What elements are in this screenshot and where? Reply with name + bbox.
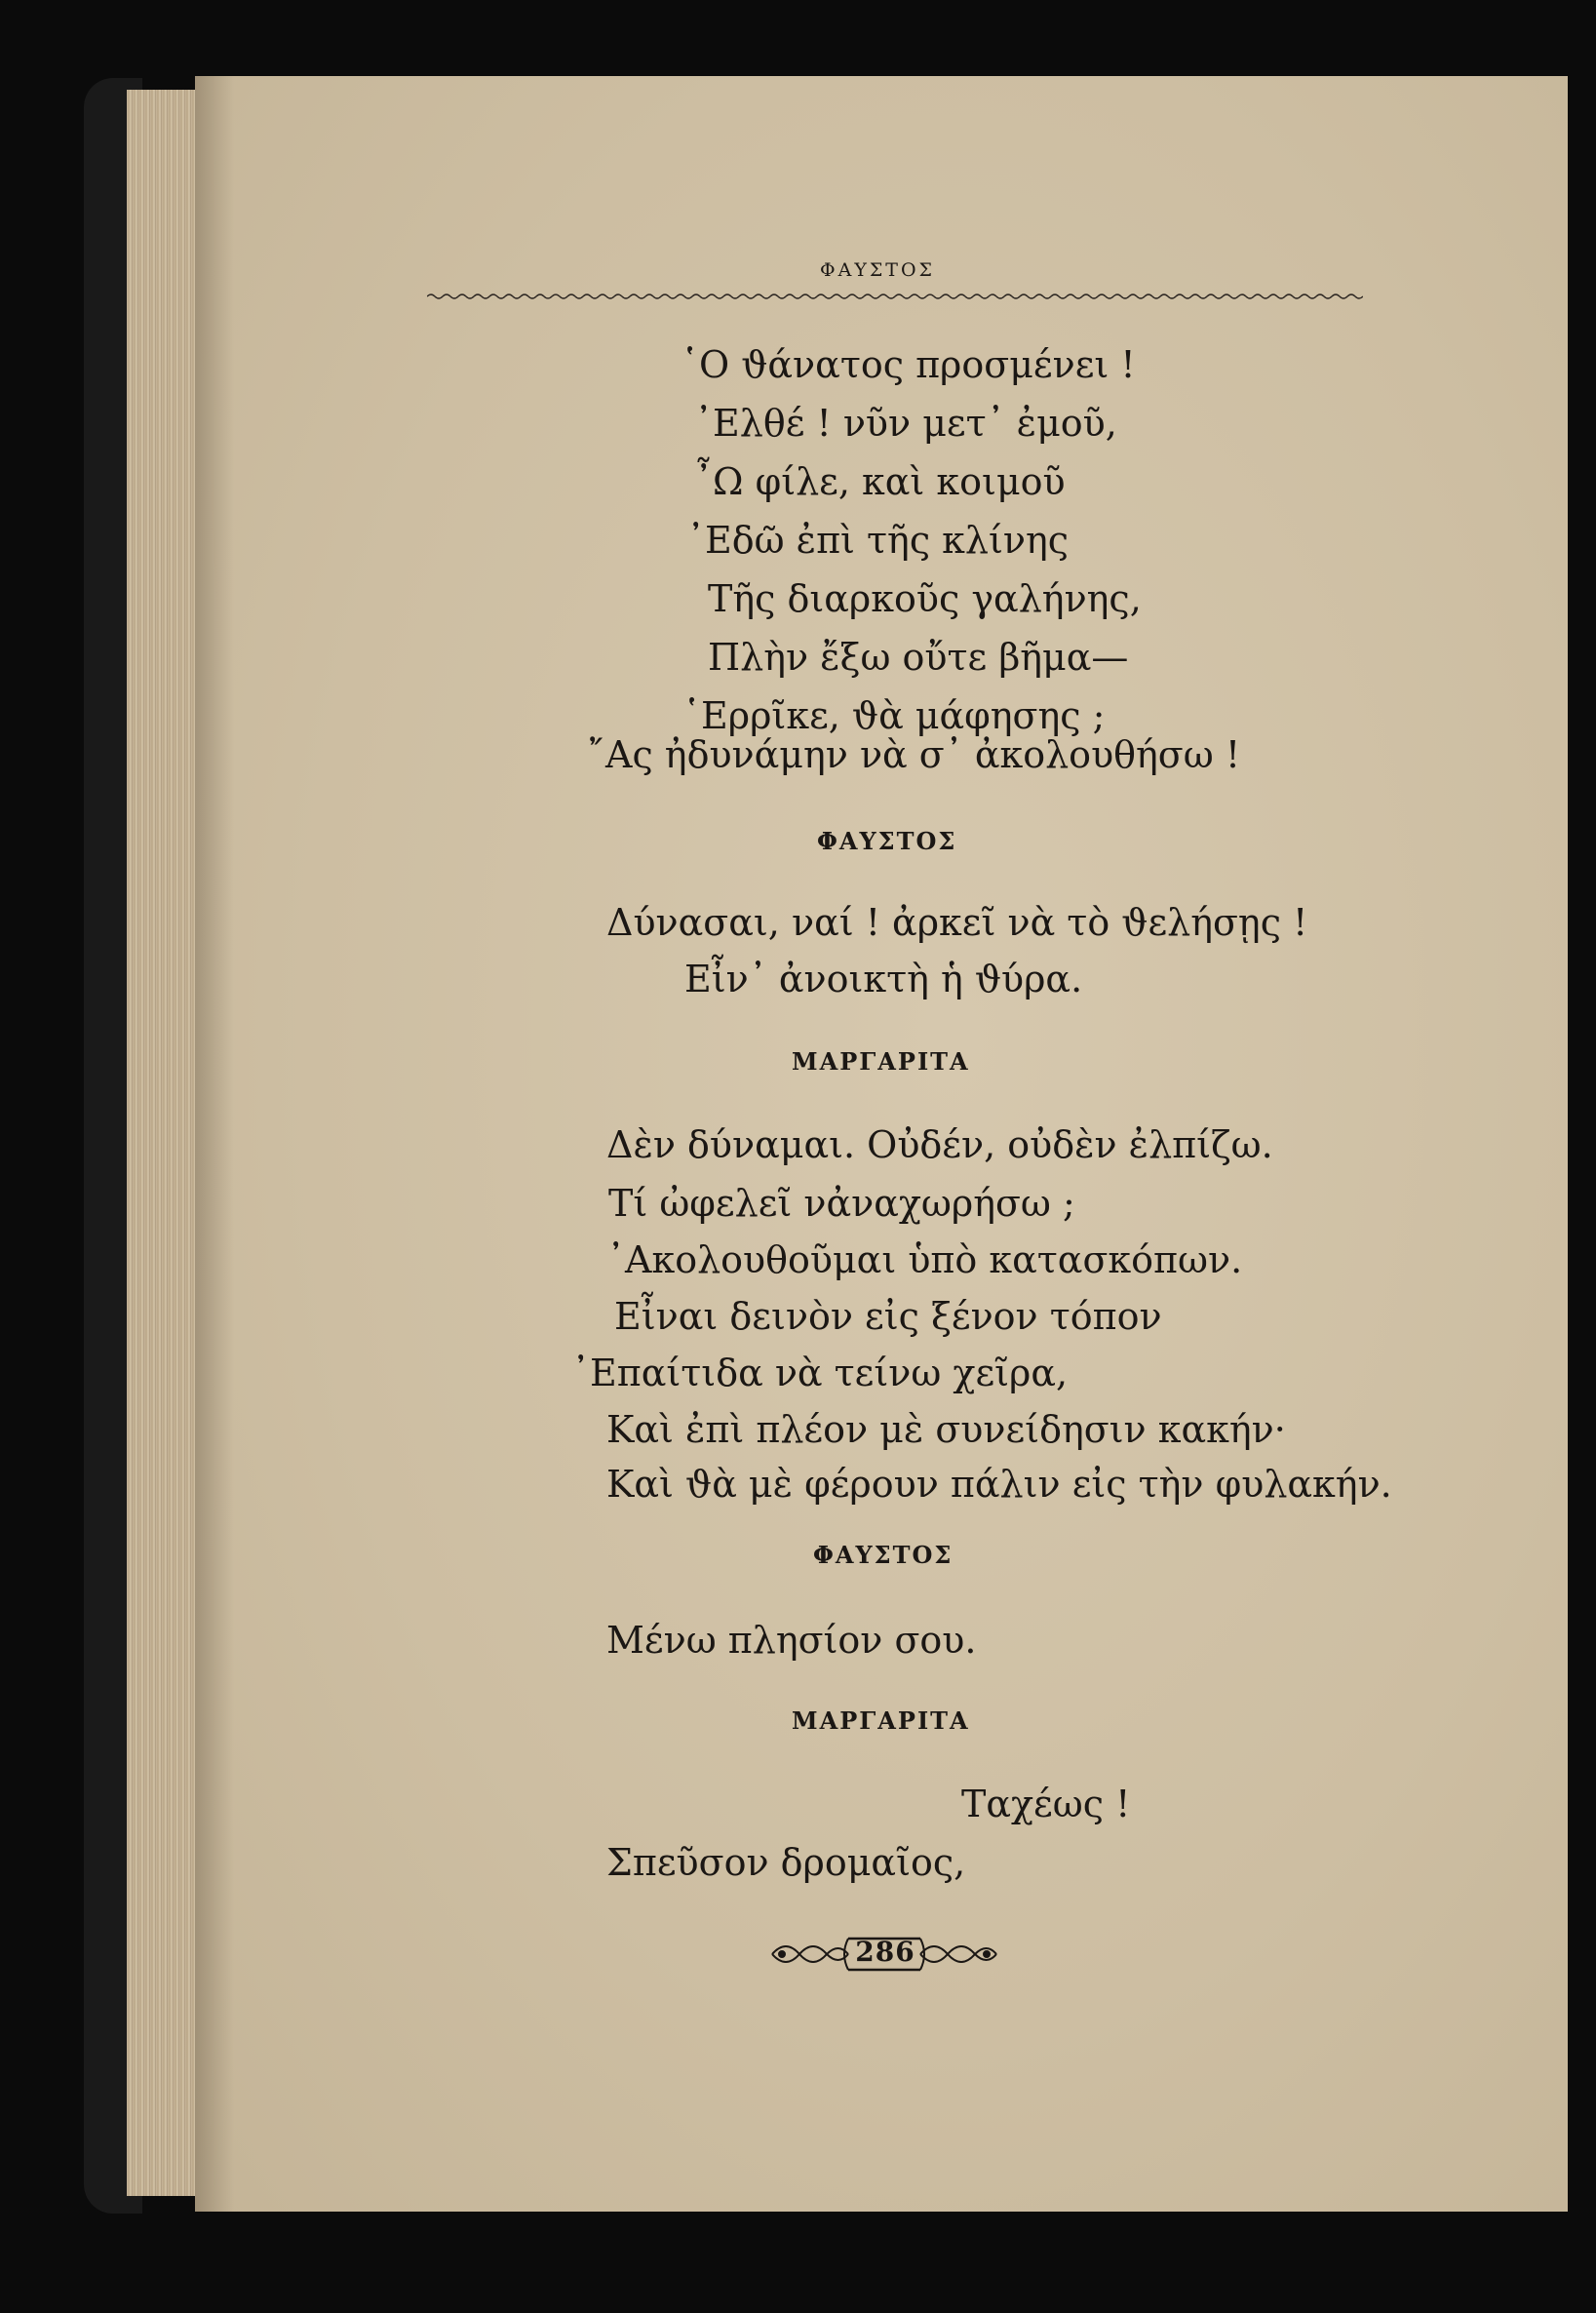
speaker-label: ΜΑΡΓΑΡΙΤΑ (792, 1047, 970, 1076)
verse-line: Εἶν᾿ ἀνοικτὴ ἡ ϑύρα. (684, 958, 1083, 1000)
verse-line: Δύνασαι, ναί ! ἀρκεῖ νὰ τὸ ϑελήσῃς ! (606, 901, 1308, 944)
speaker-label: ΜΑΡΓΑΡΙΤΑ (792, 1706, 970, 1735)
verse-line: Δὲν δύναμαι. Οὐδέν, οὐδὲν ἐλπίζω. (606, 1123, 1273, 1166)
verse-line: ᾿Επαίτιδα νὰ τείνω χεῖρα, (571, 1352, 1069, 1394)
speaker-label: ΦΑΥΣΤΟΣ (817, 827, 957, 855)
wavy-rule (427, 293, 1363, 300)
verse-line: ᾿Εδῶ ἐπὶ τῆς κλίνης (686, 519, 1070, 562)
verse-line: Καὶ ἐπὶ πλέον μὲ συνείδησιν κακήν· (606, 1408, 1286, 1451)
verse-line: ῎Ας ἠδυνάμην νὰ σ᾿ ἀκολουθήσω ! (587, 733, 1241, 776)
verse-line: ῾Ερρῖκε, ϑὰ μάφησης ; (682, 694, 1106, 737)
verse-line: ῏Ω φίλε, καὶ κοιμοῦ (694, 460, 1066, 503)
verse-line: Πλὴν ἔξω οὔτε βῆμα— (708, 636, 1129, 679)
speaker-label: ΦΑΥΣΤΟΣ (813, 1541, 954, 1569)
page-edges (127, 90, 205, 2196)
verse-line: ᾿Ελθέ ! νῦν μετ᾿ ἐμοῦ, (694, 402, 1117, 445)
verse-line: Ταχέως ! (961, 1783, 1131, 1825)
verse-line: ῾Ο ϑάνατος προσμένει ! (681, 343, 1136, 386)
bleed-through (1092, 800, 1103, 840)
verse-line: ᾿Ακολουθοῦμαι ὑπὸ κατασκόπων. (606, 1238, 1243, 1281)
verse-line: Σπεῦσον δρομαῖος, (606, 1841, 966, 1884)
verse-line: Εἶναι δεινὸν εἰς ξένον τόπον (614, 1295, 1162, 1338)
verse-line: Μένω πλησίον σου. (606, 1619, 977, 1662)
verse-line: Καὶ ϑὰ μὲ φέρουν πάλιν εἰς τὴν φυλακήν. (606, 1463, 1392, 1506)
page-number: 286 (855, 1936, 915, 1968)
running-head: ΦΑΥΣΤΟΣ (820, 259, 935, 281)
verse-line: Τῆς διαρκοῦς γαλήνης, (708, 577, 1142, 620)
spine-shadow (195, 76, 234, 2212)
verse-line: Τί ὠφελεῖ νἀναχωρήσω ; (608, 1182, 1075, 1225)
